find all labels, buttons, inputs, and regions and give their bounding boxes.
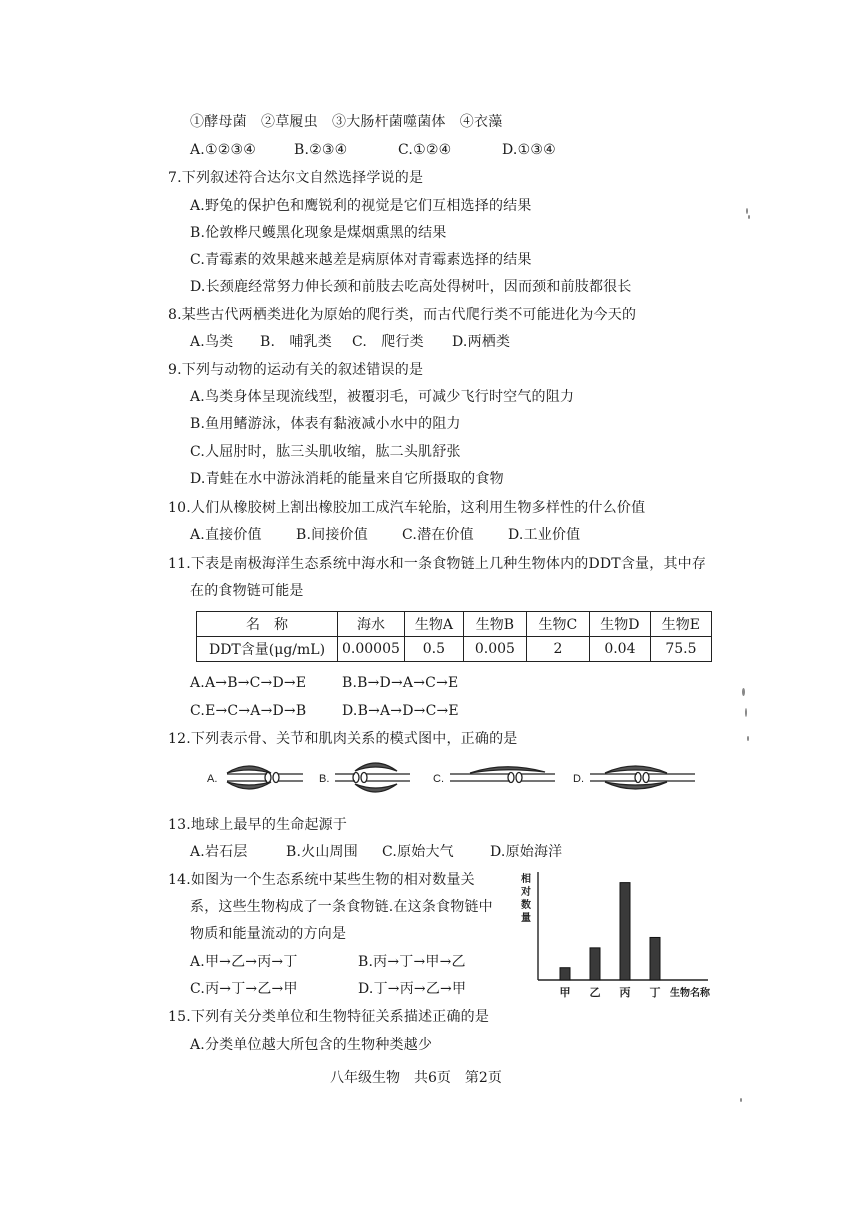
- q7-option-a: A.野兔的保护色和鹰锐利的视觉是它们互相选择的结果: [190, 198, 532, 214]
- q8-option-d: D.两栖类: [452, 334, 511, 350]
- q8-options: [190, 332, 510, 352]
- q15-option-a: A.分类单位越大所包含的生物种类越少: [190, 1037, 433, 1053]
- y-axis-label-char: 数: [521, 900, 531, 911]
- ddt-table-cell: 0.04: [589, 637, 650, 662]
- scan-speck: [748, 215, 750, 219]
- x-axis-label: 生物名称: [670, 988, 710, 999]
- q10-option-c: C.潜在价值: [402, 527, 474, 543]
- q11-option-b: B.B→D→A→C→E: [342, 675, 459, 691]
- q11-option-d: D.B→A→D→C→E: [342, 703, 459, 719]
- q11-option-c: C.E→C→A→D→B: [190, 703, 307, 719]
- ddt-table-header-cell: 生物B: [463, 612, 526, 637]
- q14-options-row2: [190, 979, 466, 999]
- ddt-table: [196, 611, 712, 662]
- figure-a-diagram: [227, 766, 303, 789]
- ddt-table-cell: 2: [526, 637, 589, 662]
- bar-丙: [620, 883, 630, 980]
- y-axis-label-char: 对: [521, 887, 531, 898]
- relative-quantity-chart: [520, 868, 740, 1004]
- q7-option-c: C.青霉素的效果越来越差是病原体对青霉素选择的结果: [190, 252, 532, 268]
- page-footer: 八年级生物 共6页 第2页: [330, 1070, 502, 1086]
- q13-option-a: A.岩石层: [190, 844, 248, 860]
- y-axis-label-char: 量: [521, 913, 531, 924]
- figure-label-b: B.: [319, 773, 330, 785]
- q9-stem: 9.下列与动物的运动有关的叙述错误的是: [168, 362, 424, 378]
- q11-options-row1: [190, 673, 458, 693]
- q9-option-b: B.鱼用鳍游泳，体表有黏液减小水中的阻力: [190, 416, 461, 432]
- x-tick-label: 丙: [619, 987, 631, 999]
- q9-option-a: A.鸟类身体呈现流线型，被覆羽毛，可减少飞行时空气的阻力: [190, 389, 575, 405]
- scan-speck: [740, 1098, 742, 1102]
- ddt-table-cell: 0.00005: [338, 637, 405, 662]
- q6-option-d: D.①③④: [502, 142, 556, 158]
- q13-stem: 13.地球上最早的生命起源于: [168, 817, 348, 833]
- q14-stem-line2: 系，这些生物构成了一条食物链.在这条食物链中: [190, 899, 493, 915]
- ddt-table-cell: 75.5: [650, 637, 711, 662]
- x-tick-label: 丁: [649, 987, 661, 999]
- q14-options-row1: [190, 952, 466, 972]
- ddt-table-header-cell: 海水: [338, 612, 405, 637]
- q6-option-c: C.①②④: [398, 142, 452, 158]
- scan-speck: [742, 688, 745, 696]
- q9-option-c: C.人屈肘时，肱三头肌收缩，肱二头肌舒张: [190, 444, 461, 460]
- q14-option-b: B.丙→丁→甲→乙: [358, 954, 466, 970]
- x-tick-label: 乙: [589, 987, 601, 999]
- q10-option-a: A.直接价值: [190, 527, 262, 543]
- q13-option-d: D.原始海洋: [490, 844, 563, 860]
- figure-c-diagram: [450, 767, 555, 783]
- bar-甲: [560, 968, 570, 980]
- q15-stem: 15.下列有关分类单位和生物特征关系描述正确的是: [168, 1009, 490, 1025]
- figure-b-diagram: [335, 763, 410, 792]
- q6-option-b: B.②③④: [294, 142, 348, 158]
- bar-丁: [650, 937, 660, 980]
- q10-stem: 10.人们从橡胶树上割出橡胶加工成汽车轮胎，这利用生物多样性的什么价值: [168, 500, 646, 516]
- figure-label-c: C.: [433, 773, 444, 785]
- q12-stem: 12.下列表示骨、关节和肌肉关系的模式图中，正确的是: [168, 731, 518, 747]
- ddt-table-header-row: [197, 612, 712, 637]
- q14-option-c: C.丙→丁→乙→甲: [190, 981, 298, 997]
- bar-乙: [590, 948, 600, 980]
- q14-option-d: D.丁→丙→乙→甲: [358, 981, 467, 997]
- ddt-table-header-cell: 生物C: [526, 612, 589, 637]
- q9-option-d: D.青蛙在水中游泳消耗的能量来自它所摄取的食物: [190, 471, 504, 487]
- q8-stem: 8.某些古代两栖类进化为原始的爬行类，而古代爬行类不可能进化为今天的: [168, 307, 637, 323]
- q11-option-a: A.A→B→C→D→E: [190, 675, 307, 691]
- q10-option-d: D.工业价值: [508, 527, 581, 543]
- ddt-table-cell: DDT含量(μg/mL): [197, 637, 338, 662]
- figure-d-diagram: [590, 766, 695, 789]
- q7-option-b: B.伦敦桦尺蠖黑化现象是煤烟熏黑的结果: [190, 225, 447, 241]
- q14-stem-line1: 14.如图为一个生态系统中某些生物的相对数量关: [168, 872, 475, 888]
- q11-options-row2: [190, 701, 459, 721]
- figure-label-a: A.: [207, 773, 218, 785]
- ddt-table-cell: 0.5: [404, 637, 463, 662]
- q6-options: [190, 140, 556, 160]
- q11-stem-line2: 在的食物链可能是: [190, 583, 304, 599]
- figure-label-d: D.: [573, 773, 584, 785]
- q6-items: ①酵母菌 ②草履虫 ③大肠杆菌噬菌体 ④衣藻: [190, 114, 503, 130]
- ddt-table-header-cell: 名 称: [197, 612, 338, 637]
- bone-joint-muscle-figures: [205, 757, 725, 797]
- q6-option-a: A.①②③④: [190, 142, 256, 158]
- q8-option-c: C. 爬行类: [352, 334, 424, 350]
- q10-options: [190, 525, 580, 545]
- q7-option-d: D.长颈鹿经常努力伸长颈和前肢去吃高处得树叶，因而颈和前肢都很长: [190, 279, 632, 295]
- ddt-table-header-cell: 生物E: [650, 612, 711, 637]
- q10-option-b: B.间接价值: [296, 527, 368, 543]
- q13-option-c: C.原始大气: [382, 844, 454, 860]
- q7-stem: 7.下列叙述符合达尔文自然选择学说的是: [168, 170, 424, 186]
- scan-speck: [747, 736, 749, 741]
- ddt-table-header-cell: 生物D: [589, 612, 650, 637]
- q13-options: [190, 842, 562, 862]
- y-axis-label-char: 相: [521, 874, 531, 885]
- q11-stem-line1: 11.下表是南极海洋生态系统中海水和一条食物链上几种生物体内的DDT含量，其中存: [168, 556, 707, 572]
- scan-speck: [745, 708, 747, 717]
- q14-option-a: A.甲→乙→丙→丁: [190, 954, 298, 970]
- q8-option-a: A.鸟类: [190, 334, 234, 350]
- q8-option-b: B. 哺乳类: [260, 334, 332, 350]
- scan-speck: [746, 208, 748, 214]
- ddt-table-row: [197, 637, 712, 662]
- q14-stem-line3: 物质和能量流动的方向是: [190, 926, 347, 942]
- q13-option-b: B.火山周围: [286, 844, 358, 860]
- ddt-table-cell: 0.005: [463, 637, 526, 662]
- x-tick-label: 甲: [559, 987, 571, 999]
- ddt-table-header-cell: 生物A: [404, 612, 463, 637]
